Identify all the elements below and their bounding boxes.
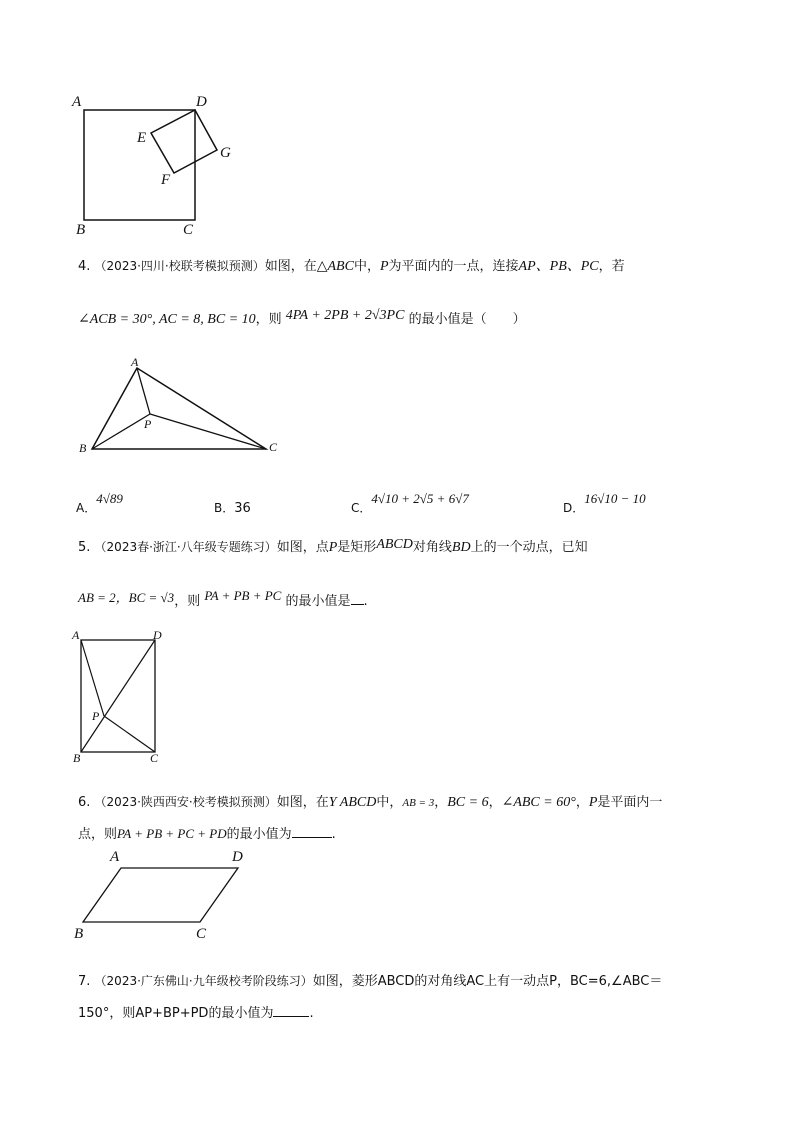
q4-text-b: 中，	[353, 259, 380, 274]
q4-source: （2023·四川·校联考模拟预测）	[94, 259, 265, 273]
q7-line2	[78, 1004, 314, 1022]
q4-label-B: B	[79, 441, 87, 455]
label-B: B	[76, 222, 86, 238]
q5-p: P	[328, 540, 338, 555]
q4-text-c: 为平面内的一点，连接	[388, 259, 519, 274]
q5-text-c: 对角线	[412, 540, 452, 555]
q6-sep2: ，	[488, 795, 502, 810]
q4-triangle: △ABC	[316, 259, 354, 274]
q4-option-d-value: 16√10 − 10	[584, 491, 646, 506]
q5-label-B: B	[73, 751, 81, 765]
q5-text-f: 的最小值是	[285, 594, 351, 609]
q4-label-A: A	[131, 355, 139, 369]
q4-label-C: C	[269, 440, 278, 454]
q4-expression: 4PA + 2PB + 2√3PC	[285, 308, 405, 323]
q4-option-c-letter: C．	[351, 501, 372, 515]
label-G: G	[220, 145, 231, 161]
q5-expression: PA + PB + PC	[204, 588, 282, 603]
q4-condition: ∠ACB = 30°, AC = 8, BC = 10	[78, 312, 256, 327]
q5-label-C: C	[150, 751, 159, 765]
q4-option-c-value: 4√10 + 2√5 + 6√7	[371, 491, 469, 506]
q5-label-P: P	[92, 709, 100, 723]
q6-label-C: C	[196, 926, 207, 942]
q6-parallelogram-shape	[83, 868, 238, 922]
q5-number: 5.	[78, 540, 91, 555]
q4-option-d-letter: D．	[563, 501, 585, 515]
q6-line2-a: 点，则	[78, 827, 118, 842]
q6-source: （2023·陕西西安·校考模拟预测）	[94, 795, 277, 809]
q6-bc: BC = 6	[447, 795, 489, 810]
q6-label-D: D	[232, 849, 243, 865]
q7-line2-b: .	[309, 1006, 314, 1021]
q6-text-d: 是平面内一	[597, 795, 663, 810]
q4-text-f: 的最小值是（ ）	[408, 312, 526, 327]
label-A: A	[72, 94, 82, 110]
q4-p: P	[379, 259, 389, 274]
label-D: D	[196, 94, 207, 110]
q6-line2-b: 的最小值为	[226, 827, 292, 842]
q6-parallelogram: Y ABCD	[328, 795, 377, 810]
q6-p: P	[588, 795, 598, 810]
q6-text-c: ，	[575, 795, 589, 810]
q6-label-B: B	[74, 926, 84, 942]
q6-text-b: 中，	[376, 795, 403, 810]
q6-angle: ∠ABC = 60°	[501, 795, 576, 810]
q4-option-a-value: 4√89	[96, 491, 123, 506]
q5-rect: ABCD	[376, 537, 413, 552]
q4-option-b-value: 36	[234, 501, 251, 516]
q6-text-a: 如图，在	[276, 795, 329, 810]
q7-answer-blank[interactable]	[273, 1004, 309, 1017]
q7-line1-text: 如图，菱形ABCD的对角线AC上有一动点P，BC=6,∠ABC＝	[312, 974, 663, 989]
q6-line2-c: .	[331, 827, 336, 842]
q5-label-D: D	[153, 628, 162, 642]
q5-text-d: 上的一个动点，已知	[470, 540, 588, 555]
q4-option-a-letter: A．	[76, 501, 97, 515]
q5-text-b: 是矩形	[337, 540, 377, 555]
q5-label-A: A	[72, 628, 80, 642]
q5-condition: AB = 2，BC = √3	[78, 590, 175, 605]
q6-sep1: ，	[434, 795, 448, 810]
q5-source: （2023春·浙江·八年级专题练习）	[94, 540, 277, 554]
q4-label-P: P	[144, 417, 152, 431]
q7-source: （2023·广东佛山·九年级校考阶段练习）	[94, 974, 313, 988]
q6-ab: AB = 3	[402, 797, 435, 809]
q5-text-e: ，则	[174, 594, 201, 609]
label-F: F	[161, 172, 171, 188]
q5-text-a: 如图，点	[276, 540, 329, 555]
q4-number: 4.	[78, 259, 91, 274]
q4-text-d: ，若	[598, 259, 625, 274]
q4-segments: AP、PB、PC	[518, 259, 599, 274]
q6-expression: PA + PB + PC + PD	[117, 826, 227, 841]
q6-number: 6.	[78, 795, 91, 810]
q7-line2-a: 150°，则AP+BP+PD的最小值为	[78, 1006, 274, 1021]
label-E: E	[137, 130, 147, 146]
label-C: C	[183, 222, 194, 238]
q4-option-b-letter: B．	[214, 501, 235, 515]
q7-line1	[78, 973, 662, 990]
q5-diag: BD	[451, 540, 471, 555]
q6-label-A: A	[110, 849, 120, 865]
q7-number: 7.	[78, 974, 91, 989]
q4-text-a: 如图，在	[264, 259, 317, 274]
q5-text-g: .	[363, 594, 368, 609]
q4-text-e: ，则	[255, 312, 282, 327]
